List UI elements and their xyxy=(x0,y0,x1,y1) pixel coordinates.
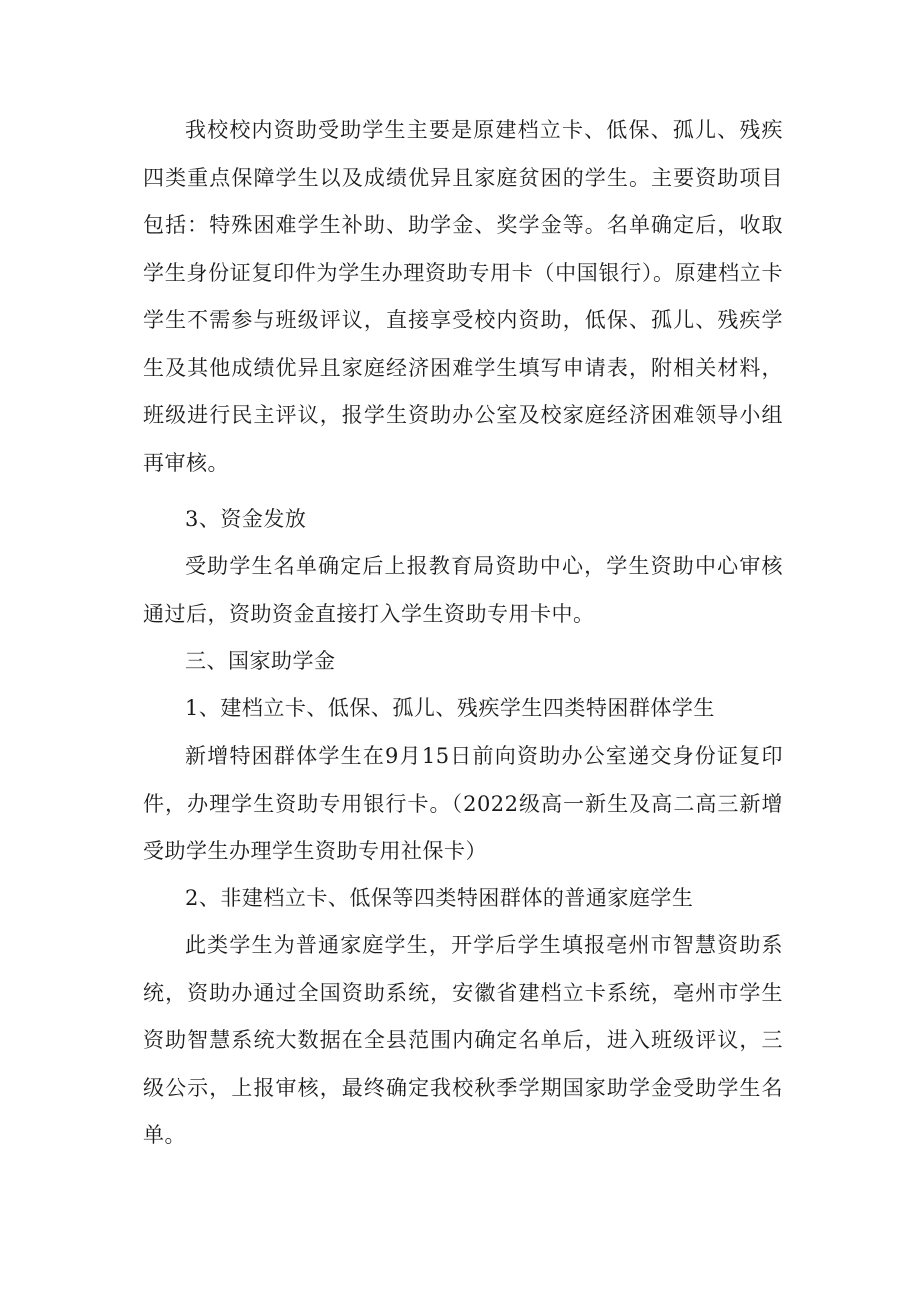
heading-special-hardship-students: 1、建档立卡、低保、孤儿、残疾学生四类特困群体学生 xyxy=(185,696,715,720)
paragraph-fund-distribution: 受助学生名单确定后上报教育局资助中心，学生资助中心审核通过后，资助资金直接打入学生资助专用卡中。 xyxy=(143,554,783,626)
paragraph-special-hardship-students: 新增特困群体学生在9月15日前向资助办公室递交身份证复印件，办理学生资助专用银行卡。（2022级高一新生及高二高三新增受助学生办理学生资助专用社保卡） xyxy=(143,744,783,863)
heading-ordinary-family-students: 2、非建档立卡、低保等四类特困群体的普通家庭学生 xyxy=(185,886,694,910)
heading-fund-distribution: 3、资金发放 xyxy=(185,507,307,531)
heading-national-grant: 三、国家助学金 xyxy=(185,649,336,673)
paragraph-ordinary-family-students: 此类学生为普通家庭学生，开学后学生填报亳州市智慧资助系统，资助办通过全国资助系统，安徽省建档立卡系统，亳州市学生资助智慧系统大数据在全县范围内确定名单后，进入班级评议，三级公示，上报审核，最终确定我校秋季学期国家助学金受助学生名单。 xyxy=(143,933,783,1147)
paragraph-school-aid-recipients: 我校校内资助受助学生主要是原建档立卡、低保、孤儿、残疾四类重点保障学生以及成绩优异且家庭贫困的学生。主要资助项目包括：特殊困难学生补助、助学金、奖学金等。名单确定后，收取学生身份证复印件为学生办理资助专用卡（中国银行）。原建档立卡学生不需参与班级评议，直接享受校内资助，低保、孤儿、残疾学生及其他成绩优异且家庭经济困难学生填写申请表，附相关材料，班级进行民主评议，报学生资助办公室及校家庭经济困难领导小组再审核。 xyxy=(143,118,783,475)
